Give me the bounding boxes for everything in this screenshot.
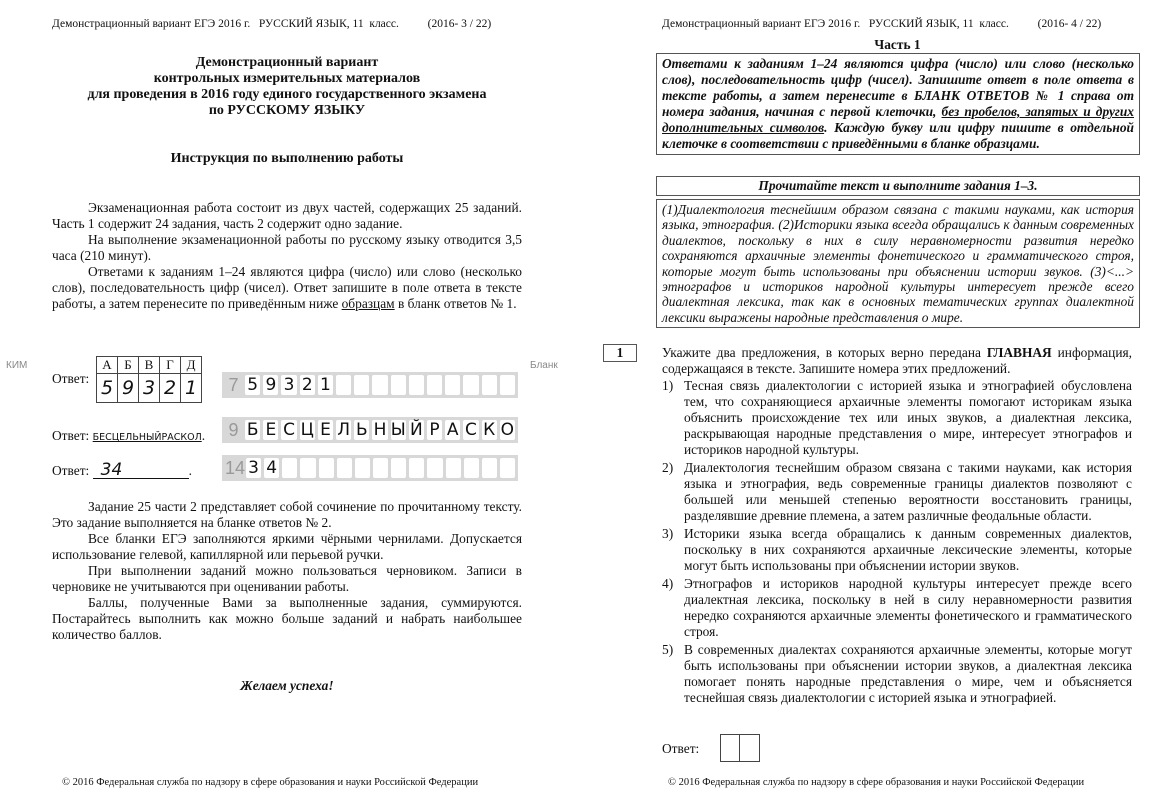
blank-cell: Р (427, 420, 442, 440)
blank-cell (464, 458, 479, 478)
samples-link: образцам (341, 296, 395, 311)
title-line: для проведения в 2016 году единого государственного экзамена (87, 87, 487, 102)
paragraph: Задание 25 части 2 представляет собой сочинение по прочитанному тексту. Это задание выполняется на бланке ответов № 2. (52, 499, 522, 530)
blank-cell: С (283, 420, 295, 440)
option-3 (662, 526, 1132, 574)
option-text: Историки языка всегда обращались к данным современных диалектов, поскольку в них сохраняются архаичные лексические элементы, которые могут быть использованы при объяснении истории звуков. (684, 526, 1132, 573)
blank-cell (446, 458, 461, 478)
instruction-title: Инструкция по выполнению работы (170, 151, 404, 166)
wish-text: Желаем успеха! (240, 678, 334, 693)
blank-cell: 3 (281, 375, 296, 395)
option-4 (662, 576, 1132, 640)
text: . Каждую букву или цифру пишите в отдельной клеточке в соответствии с приведёнными в бланке образцами. (662, 120, 1134, 151)
blank-cell: А (446, 420, 459, 440)
blank-cell (409, 458, 424, 478)
blank-cell: Б (246, 420, 259, 440)
table-header: Г (160, 357, 181, 374)
task-question (662, 345, 1132, 377)
option-text: Этнографов и историков народной культуры интересует прежде всего диалектная лексика, поскольку в ней в силу неравномерности развития нередко сохраняются архаичные элементы фонетического и грамматического строя. (684, 576, 1132, 639)
blank-cell (427, 458, 442, 478)
table-cell: 2 (160, 374, 181, 403)
option-number: 3) (662, 526, 674, 541)
blank-row-number: 9 (228, 420, 239, 440)
blank-cell (500, 375, 515, 395)
blank-cell: 5 (245, 375, 260, 395)
page-header: Демонстрационный вариант ЕГЭ 2016 г. РУССКИЙ ЯЗЫК, 11 класс. (2016- 4 / 22) (662, 18, 1102, 30)
page-footer: © 2016 Федеральная служба по надзору в сфере образования и науки Российской Федерации (668, 777, 1085, 788)
blank-cell: 3 (246, 458, 261, 478)
instruction-text-bottom (52, 499, 522, 643)
blank-cell: 2 (300, 375, 315, 395)
paragraph: На выполнение экзаменационной работы по русскому языку отводится 3,5 часа (210 минут). (52, 232, 522, 263)
read-task-box: Прочитайте текст и выполните задания 1–3. (656, 176, 1140, 196)
blank-cell: 1 (318, 375, 333, 395)
blank-cell (463, 375, 478, 395)
table-cell: 9 (118, 374, 139, 403)
paragraph: При выполнении заданий можно пользоваться черновиком. Записи в черновике не учитываются при оценивании работы. (52, 563, 522, 594)
blank-cell (500, 458, 515, 478)
text: в бланк ответов № 1. (394, 296, 517, 311)
answer-number-sample: Ответ: 34 . (52, 460, 193, 480)
answer-word-sample: Ответ: БЕСЦЕЛЬНЫЙРАСКОЛ. (52, 428, 206, 443)
table-cell: 1 (181, 374, 202, 403)
text: Ответами к заданиям 1–24 являются цифра (число) или слово (несколько слов), последовательность цифр (чисел). Запишите ответ в поле ответа в тексте работы, а затем перенесите в БЛАНК ОТВЕТОВ № 1 справа от номера задания, начиная с первой клеточки, (662, 56, 1134, 119)
option-number: 2) (662, 460, 674, 475)
table-header: Б (118, 357, 139, 374)
blank-cell (354, 375, 369, 395)
blank-cell (482, 458, 497, 478)
blank-cell: Й (410, 420, 423, 440)
paragraph: Все бланки ЕГЭ заполняются яркими чёрными чернилами. Допускается использование гелевой, капиллярной или перьевой ручки. (52, 531, 522, 562)
option-number: 1) (662, 378, 674, 393)
blank-cell: С (465, 420, 477, 440)
option-2 (662, 460, 1132, 524)
blank-row (222, 372, 518, 398)
page-header: Демонстрационный вариант ЕГЭ 2016 г. РУССКИЙ ЯЗЫК, 11 класс. (2016- 3 / 22) (52, 18, 492, 30)
blank-cell: Ц (300, 420, 314, 440)
blank-cell: Ь (355, 420, 368, 440)
blank-cell: 9 (263, 375, 278, 395)
option-text: В современных диалектах сохраняются архаичные элементы, которые могут быть использованы при объяснении истории звуков, а диалектная лексика помогает понять народные представления о мире, чем и объясняется теснейшая связь диалектологии с историей языка и этнографией. (684, 642, 1132, 705)
blank-row (222, 455, 518, 481)
text: информация, содержащаяся в тексте. Запишите номера этих предложений. (662, 345, 1132, 376)
table-header: Д (181, 357, 202, 374)
blank-cell (355, 458, 370, 478)
blank-cell: Е (263, 420, 278, 440)
table-header: В (139, 357, 160, 374)
title-line: Демонстрационный вариант (195, 55, 379, 70)
blank-cell: 4 (264, 458, 279, 478)
blank-cell (300, 458, 315, 478)
blank-row (222, 417, 518, 443)
blank-row-number: 14 (225, 458, 246, 478)
title-line: по РУССКОМУ ЯЗЫКУ (208, 103, 366, 118)
blank-cell (391, 458, 406, 478)
blank-cell: Е (318, 420, 333, 440)
option-1 (662, 378, 1132, 458)
table-cell: 3 (139, 374, 160, 403)
reading-text: (1)Диалектология теснейшим образом связана с такими науками, как история языка, этнография. (2)Историки языка всегда обращались к данным современных диалектов, поскольку в них в силу неравномерности развития нередко сохраняются архаичные элементы фонетического и грамматического строя, которые могут быть использованы при объяснении истории звуков. (3)<...> этнографов и историков народной культуры интересует прежде всего диалектная лексика, так как в основных тематических группах диалектной лексики выражены народные представления о мире. (656, 199, 1140, 328)
blank-cell (372, 375, 387, 395)
blank-cell: Л (337, 420, 351, 440)
answer-label: Ответ: (52, 428, 90, 443)
text: ГЛАВНАЯ (986, 345, 1052, 360)
answer-cell[interactable] (720, 734, 740, 762)
rules-box (656, 53, 1140, 155)
blank-cell (409, 375, 424, 395)
text: Укажите два предложения, в которых верно передана (662, 345, 987, 360)
blank-cell: Ы (390, 420, 406, 440)
option-number: 5) (662, 642, 674, 657)
kim-label: КИМ (6, 360, 28, 371)
blank-cell (337, 458, 352, 478)
answer-options (662, 378, 1132, 708)
blank-cell: О (500, 420, 514, 440)
answer-input[interactable] (720, 734, 760, 762)
blank-cell: Н (373, 420, 387, 440)
task-number: 1 (603, 344, 637, 362)
text: без пробелов, запятых и других дополнительных символов (662, 104, 1134, 135)
paragraph (52, 264, 522, 312)
blank-cell (319, 458, 334, 478)
text: Ответами к заданиям 1–24 являются цифра (число) или слово (несколько слов), последовательность цифр (чисел). Ответ запишите в поле ответа в тексте работы, а затем перенесите по приведённым ниже (52, 264, 522, 311)
number-answer: 34 (93, 462, 189, 479)
blank-cell (373, 458, 388, 478)
blank-cell (391, 375, 406, 395)
answer-sample-table (96, 356, 202, 403)
paragraph: Баллы, полученные Вами за выполненные задания, суммируются. Постарайтесь выполнить как можно больше заданий и набрать наибольшее количество баллов. (52, 595, 522, 642)
paragraph: Экзаменационная работа состоит из двух частей, содержащих 25 заданий. Часть 1 содержит 24 задания, часть 2 содержит одно задание. (52, 200, 522, 231)
table-cell: 5 (97, 374, 118, 403)
blank-row-number: 7 (228, 375, 239, 395)
option-text: Тесная связь диалектологии с историей языка и этнографией обусловлена тем, что сохраняющиеся архаичные элементы помогают историкам языка объяснить происхождение тех или иных звуков, а диалектная лексика, раскрывающая народные представления о мире, интересует этнографов и историков народной культуры. (684, 378, 1132, 457)
answer-cell[interactable] (740, 734, 760, 762)
answer-label: Ответ: (52, 371, 90, 386)
blank-cell (445, 375, 460, 395)
option-number: 4) (662, 576, 674, 591)
part-title: Часть 1 (874, 37, 921, 52)
answer-label: Ответ: (52, 463, 90, 478)
blank-cell (427, 375, 442, 395)
option-5 (662, 642, 1132, 706)
option-text: Диалектология теснейшим образом связана с такими науками, как история языка и этнография, ведь современные границы диалектов позволяют с большей или меньшей степенью вероятности восстановить границы, разделявшие древние племена, а затем различные феодальные области. (684, 460, 1132, 523)
answer-label: Ответ: (662, 741, 700, 756)
blank-cell: К (483, 420, 496, 440)
page-footer: © 2016 Федеральная служба по надзору в сфере образования и науки Российской Федерации (62, 777, 479, 788)
instruction-text (52, 200, 522, 312)
table-header: А (97, 357, 118, 374)
document-title (52, 55, 522, 119)
blank-cell (482, 375, 497, 395)
word-answer: БЕСЦЕЛЬНЫЙРАСКОЛ (92, 432, 202, 443)
blank-cell (282, 458, 297, 478)
title-line: контрольных измерительных материалов (153, 71, 421, 86)
blank-label: Бланк (530, 360, 558, 371)
blank-cell (336, 375, 351, 395)
